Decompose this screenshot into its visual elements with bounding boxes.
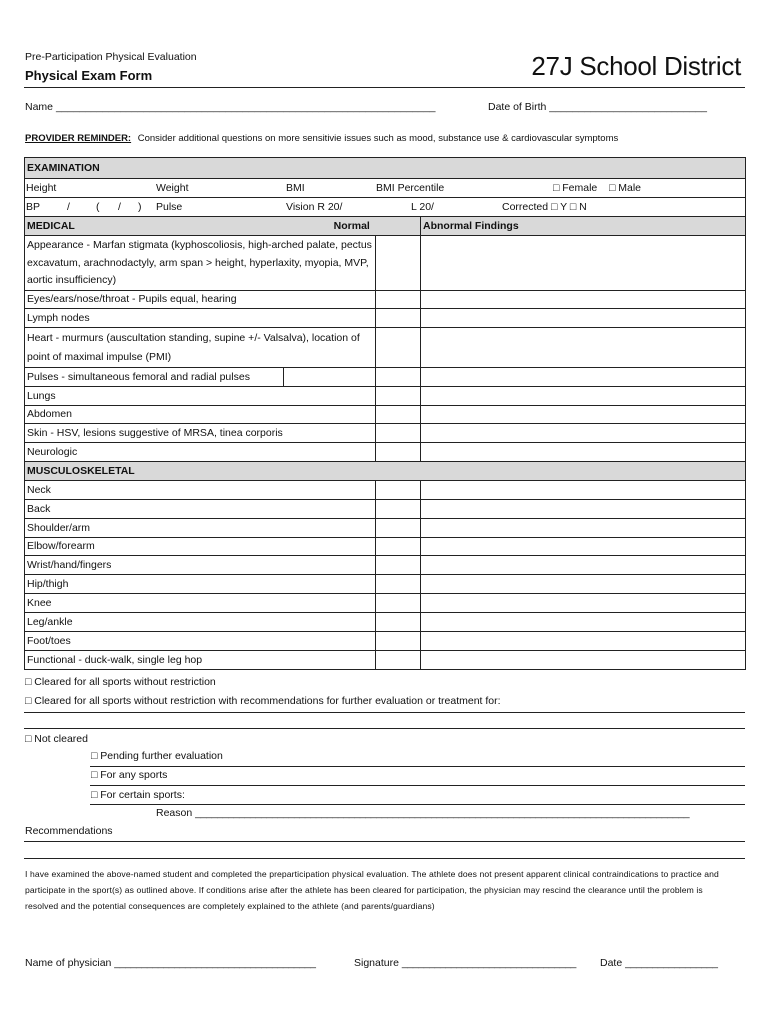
abnormal-column-header: Abnormal Findings (421, 217, 746, 236)
form-title: Physical Exam Form (25, 68, 153, 83)
vision-left-label[interactable]: L 20/ (411, 201, 434, 213)
abnormal-cell[interactable] (421, 442, 746, 461)
msk-item-hip: Hip/thigh (25, 574, 376, 593)
normal-cell[interactable] (376, 236, 421, 291)
abnormal-cell[interactable] (421, 612, 746, 631)
abnormal-cell[interactable] (421, 308, 746, 327)
provider-reminder-label: PROVIDER REMINDER: (25, 133, 132, 144)
normal-cell[interactable] (376, 518, 421, 537)
corrected-checkboxes[interactable]: Corrected □ Y □ N (502, 201, 587, 213)
height-label[interactable]: Height (26, 182, 57, 194)
normal-cell[interactable] (376, 308, 421, 327)
physician-statement: I have examined the above-named student and completed the preparticipation physical evaluation. The athlete does not present apparent clinical contraindications to practice and participate in the sport(s) as outlined above. If conditions arise after the athlete has been cleared for participation, the physician may rescind the clearance until the problem is resolved and the potential consequences are completely explained to the athlete (and parents/guardians) (25, 869, 719, 911)
abnormal-cell[interactable] (421, 290, 746, 308)
msk-item-neck: Neck (25, 480, 376, 499)
provider-reminder (25, 133, 618, 144)
normal-cell[interactable] (376, 631, 421, 650)
msk-item-elbow: Elbow/forearm (25, 537, 376, 555)
msk-header-spacer (376, 461, 421, 480)
normal-cell[interactable] (376, 480, 421, 499)
medical-item-eent: Eyes/ears/nose/throat - Pupils equal, hearing (25, 290, 376, 308)
exam-row-measurements (25, 179, 746, 198)
normal-cell[interactable] (376, 405, 421, 423)
signature-field[interactable] (354, 957, 576, 969)
recommendations-line[interactable] (24, 712, 745, 713)
msk-item-knee: Knee (25, 593, 376, 612)
reason-blank[interactable]: __________________________________________________________________________________________ (195, 807, 690, 819)
bp-label[interactable]: BP (26, 201, 41, 213)
msk-item-back: Back (25, 499, 376, 518)
any-sports-line[interactable] (90, 785, 745, 786)
exam-row-vitals (25, 198, 746, 217)
recommendations-label: Recommendations (25, 825, 113, 837)
msk-item-wrist: Wrist/hand/fingers (25, 555, 376, 574)
vision-right-label[interactable]: Vision R 20/ (286, 201, 343, 213)
abnormal-cell[interactable] (421, 386, 746, 405)
reason-label: Reason (156, 807, 193, 819)
abnormal-cell[interactable] (421, 650, 746, 669)
bmi-label[interactable]: BMI (286, 182, 305, 194)
medical-item-pulses: Pulses - simultaneous femoral and radial pulses (25, 367, 284, 386)
medical-item-skin: Skin - HSV, lesions suggestive of MRSA, tinea corporis (25, 423, 376, 442)
abnormal-cell[interactable] (421, 537, 746, 555)
msk-item-foot: Foot/toes (25, 631, 376, 650)
msk-item-shoulder: Shoulder/arm (25, 518, 376, 537)
examination-heading: EXAMINATION (25, 158, 746, 179)
normal-cell[interactable] (376, 327, 421, 367)
medical-item-neurologic: Neurologic (25, 442, 376, 461)
abnormal-cell[interactable] (421, 499, 746, 518)
msk-header-spacer (421, 461, 746, 480)
medical-heading: MEDICAL (25, 217, 284, 236)
female-checkbox[interactable]: □ Female (553, 182, 598, 194)
name-blank[interactable]: _________________________________________________________________ (55, 101, 436, 113)
abnormal-cell[interactable] (421, 423, 746, 442)
normal-cell[interactable] (376, 367, 421, 386)
pulse-label[interactable]: Pulse (156, 201, 183, 213)
normal-cell[interactable] (376, 290, 421, 308)
date-blank[interactable]: _________________ (625, 957, 718, 969)
abnormal-cell[interactable] (421, 327, 746, 367)
pending-line[interactable] (90, 766, 745, 767)
normal-cell[interactable] (376, 555, 421, 574)
medical-item-appearance: Appearance - Marfan stigmata (kyphoscoliosis, high-arched palate, pectus excavatum, arachnodactyly, arm span > height, hyperlaxity, myopia, MVP, aortic insufficiency) (25, 236, 376, 291)
msk-item-functional: Functional - duck-walk, single leg hop (25, 650, 376, 669)
bmi-percentile-label[interactable]: BMI Percentile (376, 182, 445, 194)
name-field[interactable] (25, 101, 436, 113)
abnormal-cell[interactable] (421, 405, 746, 423)
normal-cell[interactable] (376, 499, 421, 518)
not-cleared-checkbox[interactable]: □ Not cleared (25, 733, 88, 745)
reason-field[interactable] (156, 807, 689, 819)
recommendations-line[interactable] (24, 841, 745, 842)
bp-paren-close: ) (138, 201, 142, 213)
form-subtitle: Pre-Participation Physical Evaluation (25, 51, 197, 63)
normal-cell[interactable] (376, 650, 421, 669)
physician-name-field[interactable] (25, 957, 316, 969)
exam-table (24, 157, 746, 670)
pending-evaluation-checkbox[interactable]: □ Pending further evaluation (91, 750, 223, 762)
recommendations-line[interactable] (24, 858, 745, 859)
physician-name-blank[interactable]: _____________________________________ (114, 957, 316, 969)
msk-item-leg: Leg/ankle (25, 612, 376, 631)
date-field[interactable] (600, 957, 718, 969)
header-rule (24, 87, 745, 88)
recommendations-line[interactable] (24, 728, 745, 729)
abnormal-cell[interactable] (421, 574, 746, 593)
normal-cell[interactable] (376, 386, 421, 405)
weight-label[interactable]: Weight (156, 182, 189, 194)
name-label: Name (25, 101, 54, 113)
cleared-with-recommendations-checkbox[interactable]: □ Cleared for all sports without restriction with recommendations for further evaluation or treatment for: (25, 695, 501, 707)
normal-cell[interactable] (376, 593, 421, 612)
bp-paren-slash: / (118, 201, 121, 213)
abnormal-cell[interactable] (421, 593, 746, 612)
signature-label: Signature (354, 957, 399, 969)
dob-blank[interactable]: ___________________________ (549, 101, 707, 113)
bp-slash: / (67, 201, 70, 213)
male-checkbox[interactable]: □ Male (609, 182, 642, 194)
dob-label: Date of Birth (488, 101, 547, 113)
normal-cell[interactable] (376, 423, 421, 442)
abnormal-cell[interactable] (421, 480, 746, 499)
cleared-checkbox[interactable]: □ Cleared for all sports without restriction (25, 676, 216, 688)
normal-cell[interactable] (376, 574, 421, 593)
abnormal-cell[interactable] (421, 631, 746, 650)
medical-item-heart: Heart - murmurs (auscultation standing, supine +/- Valsalva), location of point of maximal impulse (PMI) (25, 327, 376, 367)
abnormal-cell[interactable] (421, 367, 746, 386)
certain-sports-line[interactable] (90, 804, 745, 805)
date-label: Date (600, 957, 623, 969)
district-name: 27J School District (531, 51, 741, 81)
any-sports-checkbox[interactable]: □ For any sports (91, 769, 168, 781)
bp-paren-open: ( (96, 201, 100, 213)
pulses-blank-cell[interactable] (284, 367, 376, 386)
medical-item-abdomen: Abdomen (25, 405, 376, 423)
medical-item-lymph: Lymph nodes (25, 308, 376, 327)
musculoskeletal-heading: MUSCULOSKELETAL (25, 461, 376, 480)
signature-blank[interactable]: ________________________________ (401, 957, 576, 969)
normal-column-header: Normal (284, 217, 421, 236)
normal-cell[interactable] (376, 537, 421, 555)
provider-reminder-text: Consider additional questions on more sensitivie issues such as mood, substance use & cardiovascular symptoms (137, 133, 619, 144)
normal-cell[interactable] (376, 442, 421, 461)
normal-cell[interactable] (376, 612, 421, 631)
certain-sports-checkbox[interactable]: □ For certain sports: (91, 789, 185, 801)
abnormal-cell[interactable] (421, 518, 746, 537)
abnormal-cell[interactable] (421, 555, 746, 574)
dob-field[interactable] (488, 101, 707, 113)
medical-item-lungs: Lungs (25, 386, 376, 405)
abnormal-cell[interactable] (421, 236, 746, 291)
physician-name-label: Name of physician (25, 957, 112, 969)
